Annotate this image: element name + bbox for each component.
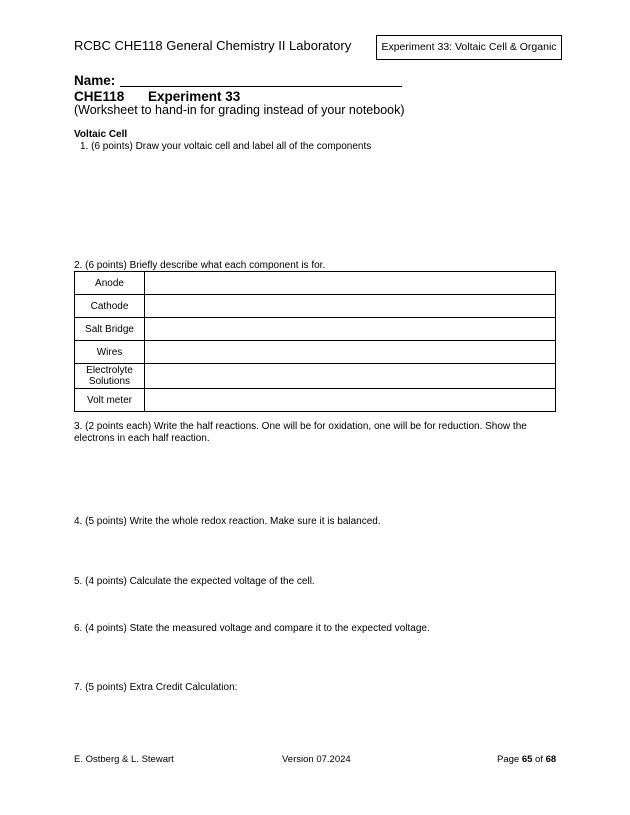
question-4: 4. (5 points) Write the whole redox reaction. Make sure it is balanced. (74, 516, 381, 527)
page-total: 68 (545, 754, 557, 765)
table-row (75, 272, 556, 295)
components-table (74, 271, 556, 412)
question-6: 6. (4 points) State the measured voltage and compare it to the expected voltage. (74, 623, 430, 634)
component-answer-cell[interactable] (145, 318, 556, 341)
footer-version: Version 07.2024 (282, 754, 351, 765)
table-row (75, 364, 556, 389)
footer-authors: E. Ostberg & L. Stewart (74, 754, 174, 765)
page-of: of (535, 754, 543, 765)
table-row (75, 318, 556, 341)
footer-page-number (497, 754, 556, 765)
component-answer-cell[interactable] (145, 364, 556, 389)
page-prefix: Page (497, 754, 520, 765)
table-row (75, 341, 556, 364)
question-1: 1. (6 points) Draw your voltaic cell and label all of the components (80, 141, 372, 152)
worksheet-subtitle: (Worksheet to hand-in for grading instead of your notebook) (74, 103, 405, 117)
name-field-line[interactable] (120, 86, 402, 87)
component-label: Salt Bridge (75, 318, 145, 341)
page-current: 65 (521, 754, 533, 765)
name-label: Name: (74, 73, 116, 88)
header-title: RCBC CHE118 General Chemistry II Laboratory (74, 38, 352, 53)
experiment-box: Experiment 33: Voltaic Cell & Organic (376, 35, 562, 60)
component-answer-cell[interactable] (145, 389, 556, 412)
component-answer-cell[interactable] (145, 272, 556, 295)
question-2: 2. (6 points) Briefly describe what each component is for. (74, 260, 326, 271)
component-answer-cell[interactable] (145, 295, 556, 318)
section-title: Voltaic Cell (74, 129, 128, 140)
question-5: 5. (4 points) Calculate the expected voltage of the cell. (74, 576, 315, 587)
question-3: 3. (2 points each) Write the half reactions. One will be for oxidation, one will be for reduction. Show the electrons in each half reaction. (74, 421, 527, 444)
course-code: CHE118 (74, 89, 125, 104)
component-label: Wires (75, 341, 145, 364)
component-label: Volt meter (75, 389, 145, 412)
component-answer-cell[interactable] (145, 341, 556, 364)
table-row (75, 295, 556, 318)
experiment-number: Experiment 33 (148, 89, 241, 104)
question-7: 7. (5 points) Extra Credit Calculation: (74, 682, 238, 693)
component-label: Cathode (75, 295, 145, 318)
component-label: Anode (75, 272, 145, 295)
course-heading (74, 89, 241, 104)
table-row (75, 389, 556, 412)
component-label: Electrolyte Solutions (75, 364, 145, 389)
